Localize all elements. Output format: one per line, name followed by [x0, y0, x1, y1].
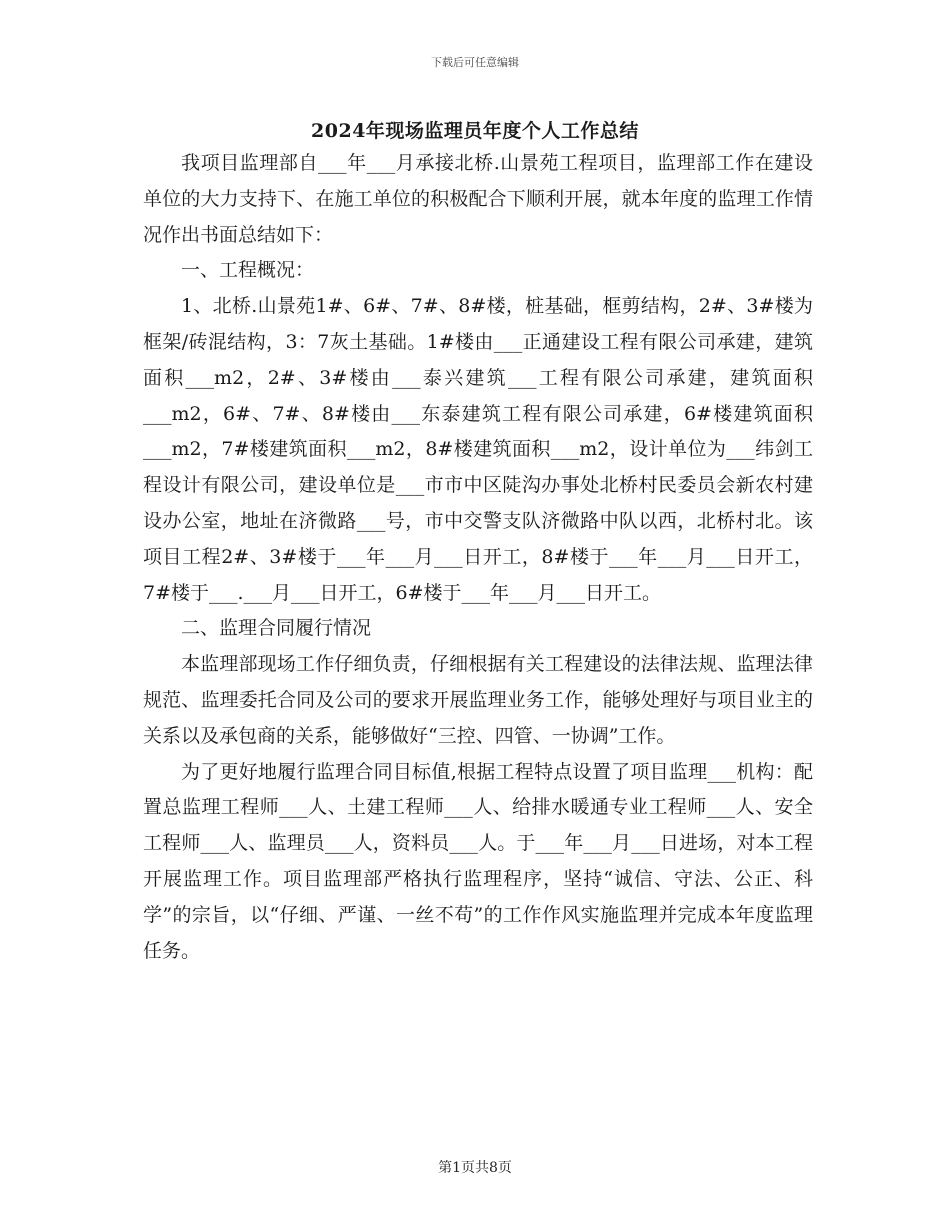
- paragraph-overview: 1、北桥.山景苑1#、6#、7#、8#楼，桩基础，框剪结构，2#、3#楼为框架/砖混结构，3：7灰土基础。1#楼由___正通建设工程有限公司承建，建筑面积___m2，2#、3#楼由___泰兴建筑___工程有限公司承建，建筑面积___m2，6#、7#、8#楼由___东泰建筑工程有限公司承建，6#楼建筑面积___m2，7#楼建筑面积___m2，8#楼建筑面积___m2，设计单位为___纬剑工程设计有限公司，建设单位是___市市中区陡沟办事处北桥村民委员会新农村建设办公室，地址在济微路___号，市中交警支队济微路中队以西，北桥村北。该项目工程2#、3#楼于___年___月___日开工，8#楼于___年___月___日开工，7#楼于___.___月___日开工，6#楼于___年___月___日开工。: [143, 295, 813, 604]
- paragraph-intro: 我项目监理部自___年___月承接北桥.山景苑工程项目，监理部工作在建设单位的大力支持下、在施工单位的积极配合下顺利开展，就本年度的监理工作情况作出书面总结如下：: [143, 152, 813, 246]
- section-heading-contract: 二、监理合同履行情况: [181, 617, 372, 640]
- document-title: 2024年现场监理员年度个人工作总结: [311, 120, 639, 142]
- document-body: [143, 146, 813, 969]
- section-heading-overview: 一、工程概况：: [181, 259, 315, 282]
- paragraph-organization: 为了更好地履行监理合同目标值,根据工程特点设置了项目监理___机构：配置总监理工程师___人、土建工程师___人、给排水暖通专业工程师___人、安全工程师___人、监理员___人，资料员___人。于___年___月___日进场，对本工程开展监理工作。项目监理部严格执行监理程序，坚持“诚信、守法、公正、科学”的宗旨，以“仔细、严谨、一丝不苟”的工作作风实施监理并完成本年度监理任务。: [143, 760, 813, 962]
- paragraph-contract: 本监理部现场工作仔细负责，仔细根据有关工程建设的法律法规、监理法律规范、监理委托合同及公司的要求开展监理业务工作，能够处理好与项目业主的关系以及承包商的关系，能够做好“三控、四管、一协调”工作。: [143, 653, 813, 747]
- page-header-note: 下载后可任意编辑: [431, 56, 519, 69]
- page-number-footer: 第1页共8页: [438, 1160, 512, 1176]
